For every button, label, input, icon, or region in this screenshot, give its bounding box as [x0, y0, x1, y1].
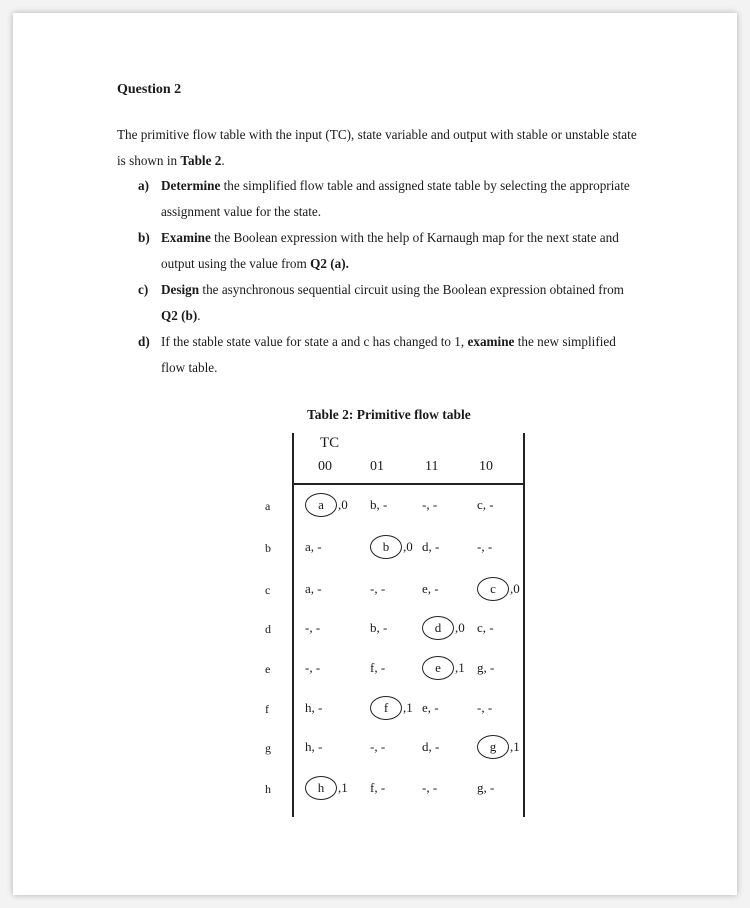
stable-state-cell	[422, 616, 465, 640]
task-text: If the stable state value for state a and c has changed to 1,	[161, 334, 468, 349]
column-header: 11	[425, 459, 439, 474]
column-header: 10	[479, 459, 493, 474]
stable-state-cell	[477, 577, 520, 601]
table-caption: Table 2: Primitive flow table	[307, 407, 471, 422]
stable-output: ,1	[338, 780, 348, 795]
task-text-end: the new simplified flow table.	[161, 334, 616, 375]
intro-paragraph	[117, 122, 637, 174]
row-state-label: g	[265, 741, 271, 755]
task-ref: Q2 (a).	[310, 256, 349, 271]
intro-bold-ref: Table 2	[180, 153, 222, 168]
task-label: b)	[138, 230, 150, 245]
stable-state-circle: e	[422, 656, 454, 680]
task-item-b	[138, 225, 638, 277]
column-header: 01	[370, 459, 384, 474]
next-state-cell: a, -	[305, 581, 322, 596]
next-state-cell: -, -	[370, 739, 386, 754]
task-label: a)	[138, 178, 149, 193]
next-state-cell: -, -	[477, 539, 493, 554]
stable-state-circle: h	[305, 776, 337, 800]
next-state-cell: g, -	[477, 780, 495, 795]
task-ref: Q2 (b)	[161, 308, 198, 323]
stable-state-circle: c	[477, 577, 509, 601]
row-state-label: e	[265, 662, 271, 676]
table-left-rule	[292, 433, 294, 817]
stable-output: ,1	[403, 700, 413, 715]
row-state-label: a	[265, 499, 271, 513]
task-text: the asynchronous sequential circuit using the Boolean expression obtained from	[199, 282, 624, 297]
task-text: the Boolean expression with the help of Karnaugh map for the next state and output using the value from	[161, 230, 619, 271]
stable-output: ,0	[510, 581, 520, 596]
next-state-cell: c, -	[477, 620, 494, 635]
task-item-c	[138, 277, 638, 329]
intro-text: The primitive flow table with the input (TC), state variable and output with stable or unstable state is shown in	[117, 127, 637, 168]
next-state-cell: -, -	[305, 660, 321, 675]
task-label: c)	[138, 282, 149, 297]
stable-state-circle: b	[370, 535, 402, 559]
task-item-a	[138, 173, 638, 225]
task-verb: Examine	[161, 230, 211, 245]
row-state-label: c	[265, 583, 271, 597]
row-state-label: h	[265, 782, 271, 796]
next-state-cell: e, -	[422, 700, 439, 715]
task-item-d	[138, 329, 638, 381]
table-header-rule	[292, 483, 525, 485]
next-state-cell: -, -	[477, 700, 493, 715]
next-state-cell: h, -	[305, 739, 323, 754]
next-state-cell: c, -	[477, 497, 494, 512]
stable-state-cell	[370, 535, 413, 559]
next-state-cell: a, -	[305, 539, 322, 554]
next-state-cell: -, -	[422, 497, 438, 512]
row-state-label: d	[265, 622, 271, 636]
task-text: the simplified flow table and assigned state table by selecting the appropriate assignment value for the state.	[161, 178, 630, 219]
document-page	[13, 13, 737, 895]
next-state-cell: f, -	[370, 660, 386, 675]
input-label: TC	[320, 435, 340, 451]
stable-state-cell	[305, 493, 348, 517]
column-header: 00	[318, 459, 332, 474]
next-state-cell: b, -	[370, 497, 388, 512]
next-state-cell: b, -	[370, 620, 388, 635]
stable-state-circle: f	[370, 696, 402, 720]
task-label: d)	[138, 334, 150, 349]
question-title: Question 2	[117, 82, 182, 97]
stable-output: ,0	[455, 620, 465, 635]
stable-state-cell	[305, 776, 348, 800]
next-state-cell: -, -	[305, 620, 321, 635]
stable-state-circle: d	[422, 616, 454, 640]
task-text-end: .	[197, 308, 201, 323]
next-state-cell: d, -	[422, 739, 440, 754]
next-state-cell: g, -	[477, 660, 495, 675]
task-verb: Design	[161, 282, 200, 297]
table-right-rule	[523, 433, 525, 817]
stable-output: ,1	[455, 660, 465, 675]
task-verb: Determine	[161, 178, 221, 193]
stable-state-circle: g	[477, 735, 509, 759]
stable-state-cell	[370, 696, 413, 720]
stable-output: ,0	[403, 539, 413, 554]
next-state-cell: -, -	[422, 780, 438, 795]
stable-output: ,0	[338, 497, 348, 512]
next-state-cell: e, -	[422, 581, 439, 596]
stable-state-cell	[422, 656, 465, 680]
intro-end: .	[221, 153, 225, 168]
task-verb: examine	[467, 334, 515, 349]
row-state-label: b	[265, 541, 271, 555]
stable-state-cell	[477, 735, 520, 759]
stable-output: ,1	[510, 739, 520, 754]
next-state-cell: h, -	[305, 700, 323, 715]
next-state-cell: -, -	[370, 581, 386, 596]
stable-state-circle: a	[305, 493, 337, 517]
row-state-label: f	[265, 702, 269, 716]
next-state-cell: f, -	[370, 780, 386, 795]
next-state-cell: d, -	[422, 539, 440, 554]
task-list	[138, 173, 638, 381]
